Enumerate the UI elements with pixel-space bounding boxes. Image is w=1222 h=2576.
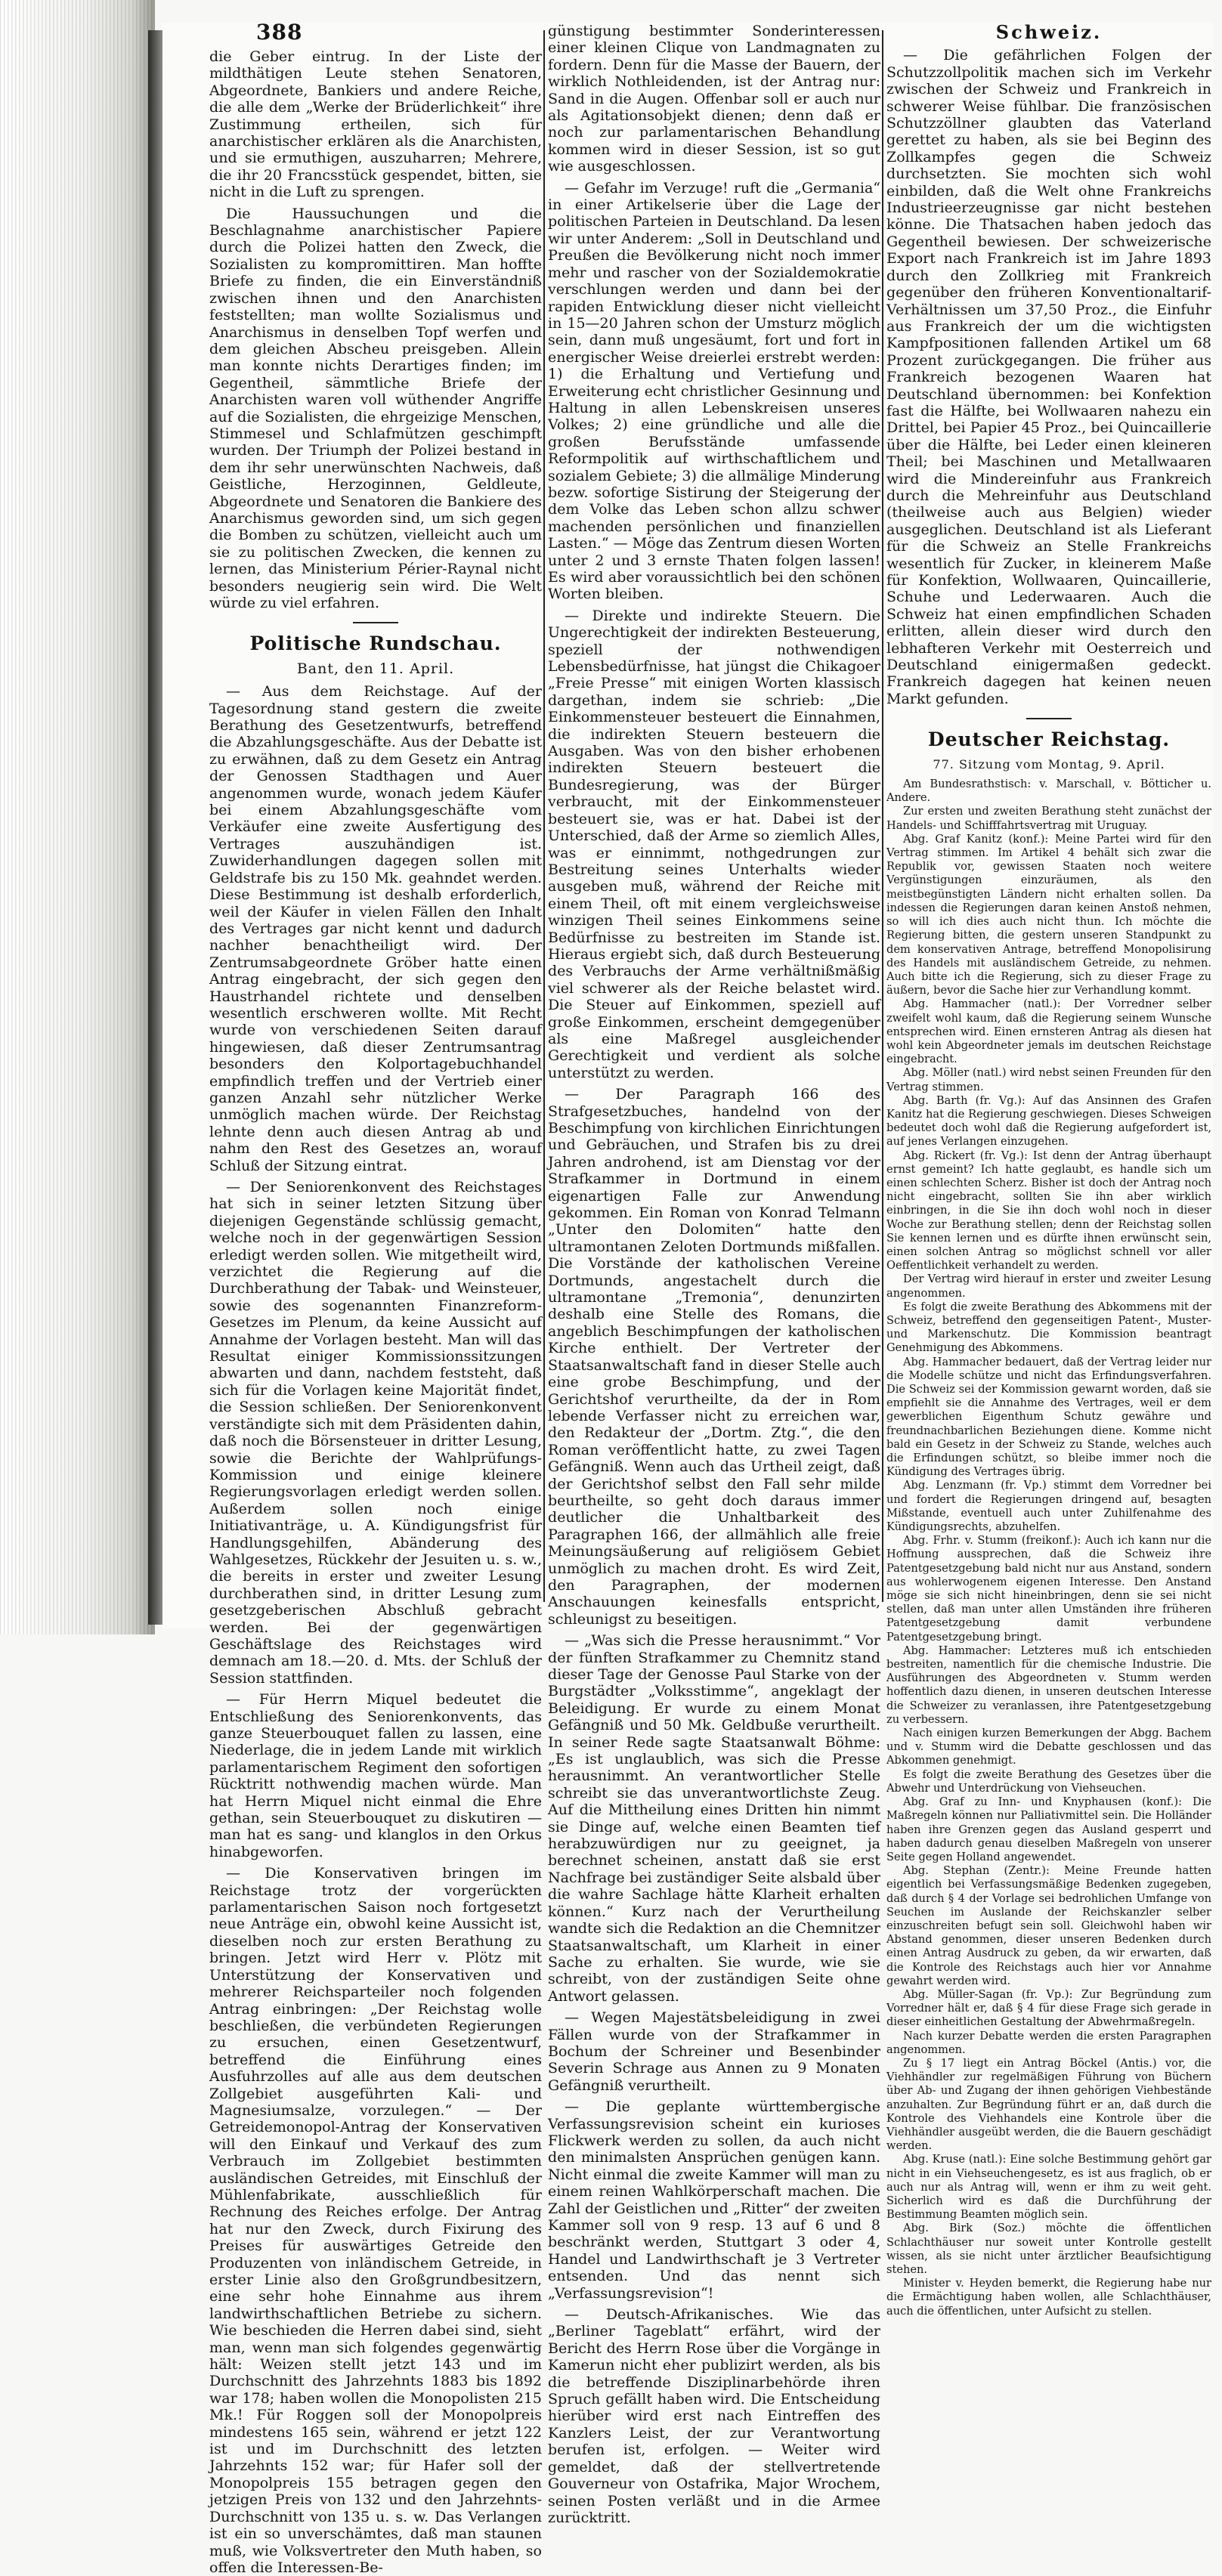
section-heading-schweiz: Schweiz. <box>995 21 1103 43</box>
book-page-edges <box>0 0 155 1634</box>
article-paragraph: — Für Herrn Miquel bedeutet die Entschließung des Seniorenkonvents, das ganze Steuerbouquet fallen zu lassen, eine Niederlage, die in jedem Lande mit wirklich parlamentarischem Regiment den sofortigen Rücktritt nothwendig machen würde. Man hat Herrn Miquel nicht einmal die Ehre gethan, sein Steuerbouquet zu diskutiren — man hat es sang- und klanglos in den Orkus hinabgeworfen. <box>209 1691 542 1860</box>
article-paragraph: — Gefahr im Verzuge! ruft die „Germania“ in einer Artikelserie über die Lage der politischen Parteien in Deutschland. Da lesen wir unter Anderem: „Soll in Deutschland und Preußen die Bevölkerung nicht noch immer mehr und rascher von der Sozialdemokratie verschlungen werden und dann bei der rapiden Entwicklung dieser nicht vielleicht in 15—20 Jahren schon der Umsturz möglich sein, dann muß ungesäumt, fort und fort in energischer Weise dreierlei erstrebt werden: 1) die Erhaltung und Vertiefung und Erweiterung echt christlicher Gesinnung und Haltung in allen Lebenskreisen unseres Volkes; 2) eine gründliche und alle die großen Berufsstände umfassende Reformpolitik auf wirthschaftlichem und sozialem Gebiete; 3) die allmälige Minderung bezw. sofortige Sistirung der Steigerung der dem Volke das Leben schon allzu schwer machenden persönlichen und finanziellen Lasten.“ — Möge das Zentrum diesen Worten unter 2 und 3 ernste Thaten folgen lassen! Es wird aber voraussichtlich bei den schönen Worten bleiben. <box>548 179 880 603</box>
article-paragraph: — Der Seniorenkonvent des Reichstages hat sich in seiner letzten Sitzung über diejenigen Gegenstände schlüssig gemacht, welche noch in der gegenwärtigen Session erledigt werden sollen. Wie mitgetheilt wird, verzichtet die Regierung auf die Durchberathung der Tabak- und Weinsteuer, sowie des sogenannten Finanzreform-Gesetzes im Plenum, da keine Aussicht auf Annahme der Vorlagen besteht. Man will das Resultat einiger Kommissionssitzungen abwarten und dann, nachdem feststeht, daß sich für die Vorlagen keine Majorität findet, die Session schließen. Der Seniorenkonvent verständigte sich mit dem Präsidenten dahin, daß noch die Börsensteuer in dritter Lesung, sowie die Berichte der Wahlprüfungs-Kommission und einige kleinere Regierungsvorlagen erledigt werden sollen. Außerdem sollen noch einige Initiativanträge, u. A. Kündigungsfrist für Handlungsgehilfen, Abänderung des Wahlgesetzes, Rückkehr der Jesuiten u. s. w., die bereits in erster und zweiter Lesung durchberathen sind, in dritter Lesung zum gesetzgeberischen Abschluß gebracht werden. Bei der gegenwärtigen Geschäftslage des Reichstages wird demnach am 18.—20. d. Mts. der Schluß der Session stattfinden. <box>209 1179 542 1687</box>
report-paragraph: Abg. Rickert (fr. Vg.): Ist denn der Antrag überhaupt ernst gemeint? Ich hatte geglaubt, es handle sich um einen schlechten Scherz. Bisher ist doch der Antrag noch nicht eingebracht, sollten Sie ihn aber wirklich einbringen, in die Sie ihn doch wohl noch in dieser Woche zur Berathung stellen; denn der Reichstag sollen Sie kennen lernen und es dürfte ihnen erwünscht sein, einen solchen Antrag so möglichst schnell vor aller Oeffentlichkeit verhandelt zu werden. <box>886 1149 1211 1273</box>
report-paragraph: Abg. Hammacher bedauert, daß der Vertrag leider nur die Modelle schütze und nicht das Erfindungsverfahren. Die Schweiz sei der Kommission gewarnt worden, daß sie empfiehlt sie die Annahme des Vertrages, weil er dem gewerblichen Eigenthum Schutz gewähre und freundnachbarlichen Beziehungen diene. Komme nicht bald ein Gesetz in der Schweiz zu Stande, welches auch die Erfindungen schützt, so bleibe immer noch die Kündigung des Vertrages übrig. <box>886 1355 1211 1479</box>
column-3 <box>886 21 1211 2318</box>
divider <box>1026 718 1072 719</box>
report-paragraph: Abg. Hammacher (natl.): Der Vorredner selber zweifelt wohl kaum, daß die Regierung seinem Wunsche entsprechen wird. Einen ernsteren Antrag als diesen hat wohl kein Abgeordneter jemals im deutschen Reichstage eingebracht. <box>886 997 1211 1066</box>
report-paragraph: Minister v. Heyden bemerkt, die Regierung habe nur die Ermächtigung haben wollen, alle Schlachthäuser, auch die öffentlichen, unter Aufsicht zu stellen. <box>886 2277 1211 2318</box>
dateline: Bant, den 11. April. <box>296 660 455 677</box>
reichstag-report <box>886 778 1211 2318</box>
column-rule <box>882 30 883 1602</box>
section-title-reichstag: Deutscher Reichstag. <box>927 728 1171 751</box>
article-paragraph: — Direkte und indirekte Steuern. Die Ungerechtigkeit der indirekten Besteuerung, speziell der nothwendigen Lebensbedürfnisse, hat jüngst die Chikagoer „Freie Presse“ mit einigen Worten klassisch dargethan, indem sie schrieb: „Die Einkommensteuer besteuert die Einnahmen, die indirekten Steuern besteuern die Ausgaben. Was von den bisher erhobenen indirekten Steuern besteuert die Bundesregierung, was der Bürger verbraucht, mit der Einkommensteuer besteuert sie, was er hat. Dabei ist der Unterschied, daß der Arme so ziemlich Alles, was er einnimmt, nothgedrungen zur Bestreitung seines Unterhalts wieder ausgeben muß, während der Reiche mit einem Theil, oft mit einem vergleichsweise winzigen Theil seines Einkommens seine Bedürfnisse zu bestreiten im Stande ist. Hieraus ergiebt sich, daß durch Besteuerung des Verbrauchs der Arme verhältnißmäßig viel schwerer als der Reiche belastet wird. Die Steuer auf Einkommen, speziell auf große Einkommen, erscheint demgegenüber als eine Maßregel ausgleichender Gerechtigkeit und verdient als solche unterstützt zu werden. <box>548 607 880 1081</box>
column-rule <box>543 30 545 1602</box>
article-paragraph: — Aus dem Reichstage. Auf der Tagesordnung stand gestern die zweite Berathung des Gesetzentwurfs, betreffend die Abzahlungsgeschäfte. Aus der Debatte ist zu erwähnen, daß zu dem Gesetz ein Antrag der Genossen Stadthagen und Auer angenommen wurde, wonach jedem Käufer bei einem Abzahlungsgeschäfte vom Verkäufer eine zweite Ausfertigung des Vertrages auszuhändigen ist. Zuwiderhandlungen dagegen sollen mit Geldstrafe bis zu 150 Mk. geahndet werden. Diese Bestimmung ist deshalb erforderlich, weil der Käufer in vielen Fällen den Inhalt des Vertrages gar nicht kennt und dadurch nachher benachtheiligt wird. Der Zentrumsabgeordnete Gröber hatte einen Antrag eingebracht, der sich gegen den Haustrhandel richtete und denselben wesentlich erschweren wollte. Mit Recht wurde von verschiedenen Seiten darauf hingewiesen, daß dieser Zentrumsantrag besonders den Kolportagebuchhandel empfindlich treffen und der Vertrieb einer ganzen Anzahl sehr nützlicher Werke unmöglich machen würde. Der Reichstag lehnte denn auch diesen Antrag ab und nahm den Rest des Gesetzes an, worauf Schluß der Sitzung eintrat. <box>209 683 542 1174</box>
article-paragraph: — „Was sich die Presse herausnimmt.“ Vor der fünften Strafkammer zu Chemnitz stand dieser Tage der Genosse Paul Starke von der Burgstädter „Volksstimme“, angeklagt der Beleidigung. Er wurde zu einem Monat Gefängniß und 50 Mk. Geldbuße verurtheilt. In seiner Rede sagte Staatsanwalt Böhme: „Es ist unglaublich, was sich die Presse herausnimmt. An verantwortlicher Stelle schreibt sie das unverantwortlichste Zeug. Auf die Mittheilung eines Dritten hin nimmt sie Dinge auf, welche einen Beamten tief herabzuwürdigen nur zu geeignet, ja berechnet scheinen, anstatt daß sie erst Nachfrage bei zuständiger Seite alsbald über die wahre Sachlage hätte Klarheit erhalten können.“ Kurz nach der Verurtheilung wandte sich die Redaktion an die Chemnitzer Staatsanwaltschaft, um Klarheit in einer Sache zu erhalten. Sie wurde, wie sie schreibt, von der zuständigen Seite ohne Antwort gelassen. <box>548 1632 880 2005</box>
divider <box>353 622 398 623</box>
report-paragraph: Abg. Birk (Soz.) möchte die öffentlichen Schlachthäuser nur soweit unter Kontrolle gestellt wissen, als sie nicht unter ärztlicher Beaufsichtigung stehen. <box>886 2222 1211 2276</box>
article-paragraph: — Deutsch-Afrikanisches. Wie das „Berliner Tageblatt“ erfährt, wird der Bericht des Herrn Rose über die Vorgänge in Kamerun nicht eher publizirt werden, als bis die betreffende Disziplinarbehörde ihren Spruch gefällt haben wird. Die Entscheidung hierüber wird erst nach Eintreffen des Kanzlers Leist, der zur Verantwortung berufen ist, erfolgen. — Weiter wird gemeldet, daß der stellvertretende Gouverneur von Ostafrika, Major Wrochem, seinen Posten verläßt und in die Armee zurücktritt. <box>548 2306 880 2526</box>
report-paragraph: Abg. Müller-Sagan (fr. Vp.): Zur Begründung zum Vorredner hält er, daß § 4 für diese Frage sich gerade in dieser einheitlichen Gestaltung der Abwehrmaßregeln. <box>886 1987 1211 2029</box>
article-paragraph: — Die Konservativen bringen im Reichstage trotz der vorgerückten parlamentarischen Saison noch fortgesetzt neue Anträge ein, obwohl keine Aussicht ist, dieselben noch zur ersten Berathung zu bringen. Jetzt wird Herr v. Plötz mit Unterstützung der Konservativen und mehrerer Reichsparteiler noch folgenden Antrag einbringen: „Der Reichstag wolle beschließen, die verbündeten Regierungen zu ersuchen, einen Gesetzentwurf, betreffend die Einführung eines Ausfuhrzolles auf alle aus dem deutschen Zollgebiet ausgeführten Kali- und Magnesiumsalze, vorzulegen.“ — Der Getreidemonopol-Antrag der Konservativen will den Einkauf und Verkauf des zum Verbrauch im Zollgebiet bestimmten ausländischen Getreides, mit Einschluß der Mühlenfabrikate, ausschließlich für Rechnung des Reiches erfolge. Der Antrag hat nur den Zweck, durch Fixirung des Preises für auswärtiges Getreide den Produzenten von inländischem Getreide, in erster Linie also den Großgrundbesitzern, eine sehr hohe Einnahme aus ihrem landwirthschaftlichen Betriebe zu sichern. Wie beschieden die Herren dabei sind, sieht man, wenn man sich folgendes gegenwärtig hält: Weizen stellt jetzt 143 und im Durchschnitt des Jahrzehnts 1883 bis 1892 war 178; haben wollen die Monopolisten 215 Mk.! Für Roggen soll der Monopolpreis mindestens 165 sein, während er jetzt 122 ist und im Durchschnitt des letzten Jahrzehnts 152 war; für Hafer soll der Monopolpreis 155 betragen gegen den jetzigen Preis von 132 und den Jahrzehnts-Durchschnitt von 135 u. s. w. Das Verlangen ist ein so unverschämtes, daß man staunen muß, wie Volksvertreter den Muth haben, so offen die Interessen-Be- <box>209 1865 542 2576</box>
report-paragraph: Zu § 17 liegt ein Antrag Böckel (Antis.) vor, die Viehhändler zur regelmäßigen Führung von Büchern über Ab- und Zugang der ihnen gehörigen Viehbestände anzuhalten. Zur Begründung führt er an, daß durch die Kontrole des Viehhandels eine Kontrole über die Viehhändler ausgeübt werden, die die Bauern geschädigt werden. <box>886 2056 1211 2153</box>
paragraph: Die Haussuchungen und die Beschlagnahme anarchistischer Papiere durch die Polizei hatten den Zweck, die Sozialisten zu kompromittiren. Man hoffte Briefe zu finden, die ein Einverständniß zwischen ihnen und den Anarchisten feststellten; man wollte Sozialismus und Anarchismus in denselben Topf werfen und dem gleichen Abscheu preisgeben. Allein man konnte nichts Derartiges finden; im Gegentheil, sämmtliche Briefe der Anarchisten waren voll wüthender Angriffe auf die Sozialisten, die ehrgeizige Menschen, Stimmesel und Schlafmützen geschimpft wurden. Der Triumph der Polizei bestand in dem ihr sehr unerwünschten Nachweis, daß Geistliche, Herzoginnen, Geldleute, Abgeordnete und Senatoren die Bankiere des Anarchismus geworden sind, um sich gegen die Bomben zu schützen, vielleicht auch um sie zu politischen Zwecken, die kennen zu lernen, das Ministerium Périer-Raynal nicht besonders neugierig sein wird. Die Welt würde zu viel erfahren. <box>209 205 542 611</box>
report-paragraph: Abg. Graf zu Inn- und Knyphausen (konf.): Die Maßregeln können nur Palliativmittel sein. Die Holländer haben ihre Grenzen gegen das Ausland gesperrt und haben dadurch genau dieselben Maßregeln von unserer Seite gegen Holland angewendet. <box>886 1795 1211 1863</box>
report-paragraph: Abg. Lenzmann (fr. Vp.) stimmt dem Vorredner bei und fordert die Regierungen dringend auf, besagten Mißstande, eventuell auch unter Zuhilfenahme des Kündigungsrechts, abzuhelfen. <box>886 1479 1211 1534</box>
report-paragraph: Abg. Hammacher: Letzteres muß ich entschieden bestreiten, namentlich für die chemische Industrie. Die Ausführungen des Abgeordneten v. Stumm werden hoffentlich dazu dienen, in unseren deutschen Interesse die Schweizer zu veranlassen, ihre Patentgesetzgebung zu verbessern. <box>886 1644 1211 1726</box>
article-paragraph: — Der Paragraph 166 des Strafgesetzbuches, handelnd von der Beschimpfung von kirchlichen Einrichtungen und Gebräuchen, und Strafen bis zu drei Jahren androhend, ist am Dienstag vor der Strafkammer in Dortmund in einem eigenartigen Falle zur Anwendung gekommen. Ein Roman von Konrad Telmann „Unter den Dolomiten“ hatte den ultramontanen Zeloten Dortmunds mißfallen. Die Vorstände der katholischen Vereine Dortmunds, angestachelt durch die ultramontane „Tremonia“, denunzirten deshalb eine Stelle des Romans, die angeblich Beschimpfungen der katholischen Kirche enthielt. Der Vertreter der Staatsanwaltschaft fand in dieser Stelle auch eine grobe Beschimpfung, und der Gerichtshof verurtheilte, da der in Rom lebende Verfasser nicht zu erreichen war, den Redakteur der „Dortm. Ztg.“, die den Roman veröffentlicht hatte, zu zwei Tagen Gefängniß. Wenn auch das Urtheil zeigt, daß der Gerichtshof selbst den Fall sehr milde beurtheilte, so geht doch daraus immer deutlicher die Unhaltbarkeit des Paragraphen 166, der allmählich alle freie Meinungsäußerung auf religiösem Gebiet unmöglich zu machen droht. Es wird Zeit, den Paragraphen, der modernen Anschauungen keinesfalls entspricht, schleunigst zu beseitigen. <box>548 1086 880 1628</box>
report-paragraph: Am Bundesrathstisch: v. Marschall, v. Bötticher u. Andere. <box>886 778 1211 805</box>
report-paragraph: Der Vertrag wird hierauf in erster und zweiter Lesung angenommen. <box>886 1273 1211 1300</box>
report-paragraph: Abg. Graf Kanitz (konf.): Meine Partei wird für den Vertrag stimmen. Im Artikel 4 behält sich zwar die Republik vor, gewissen Staaten noch weitere Vergünstigungen einzuräumen, als den meistbegünstigten Ländern nicht erhalten sollen. Da indessen die Regierungen daran keinen Anstoß nehmen, so will ich dies auch nicht thun. Ich möchte die Regierung bitten, die gestern unseren Standpunkt zu dem konservativen Antrage, betreffend Monopolisirung des Handels mit ausländischem Getreide, zu nehmen. Auch bitte ich die Regierung, sich zu dieser Frage zu äußern, bevor die Sache hier zur Verhandlung kommt. <box>886 832 1211 997</box>
newspaper-page <box>162 20 1213 2576</box>
column-1 <box>209 20 542 2576</box>
article-paragraph: günstigung bestimmter Sonderinteressen einer kleinen Clique von Landmagnaten zu fordern. Denn für die Masse der Bauern, der wirklich Nothleidenden, ist der Antrag nur: Sand in die Augen. Offenbar soll er auch nur als Agitationsobjekt dienen; denn daß er noch zur parlamentarischen Behandlung kommen wird in dieser Session, ist so gut wie ausgeschlossen. <box>548 23 880 175</box>
report-paragraph: Nach einigen kurzen Bemerkungen der Abgg. Bachem und v. Stumm wird die Debatte geschlossen und das Abkommen genehmigt. <box>886 1727 1211 1767</box>
report-paragraph: Abg. Stephan (Zentr.): Meine Freunde hatten eigentlich bei Verfassungsmäßige Bedenken zugegeben, daß durch § 4 der Vorlage sei bedrohlichen Umfange von Seuchen im Auslande der Reichskanzler selber einzuschreiten befugt sein soll. Gleichwohl haben wir Abstand genommen, dieser unseren Bedenken durch einen Antrag Ausdruck zu geben, da wir erwarten, daß die Kontrole des Reichstags auch hier vor Annahme gewahrt werden wird. <box>886 1864 1211 1987</box>
report-paragraph: Es folgt die zweite Berathung des Gesetzes über die Abwehr und Unterdrückung von Viehseuchen. <box>886 1767 1211 1795</box>
article-paragraph: — Die geplante württembergische Verfassungsrevision scheint ein kurioses Flickwerk werden zu sollen, da auch nicht den minimalsten Ansprüchen genügen kann. Nicht einmal die zweite Kammer will man zu einem reinen Wahlkörperschaft machen. Die Zahl der Geistlichen und „Ritter“ der zweiten Kammer soll von 9 resp. 13 auf 6 und 8 beschränkt werden, Stuttgart 3 oder 4, Handel und Landwirthschaft je 3 Vertreter entsenden. Und das nennt sich „Verfassungsrevision“! <box>548 2098 880 2302</box>
paragraph: die Geber eintrug. In der Liste der mildthätigen Leute stehen Senatoren, Abgeordnete, Bankiers und andere Reiche, die alle dem „Werke der Brüderlichkeit“ ihre Zustimmung ertheilen, sich für anarchistischer erklären als die Anarchisten, und sie ermuthigen, auszuharren; Mehrere, die ihr 20 Francsstück gespendet, bitten, sie nicht in die Luft zu sprengen. <box>209 48 542 201</box>
article-paragraph: — Die gefährlichen Folgen der Schutzzollpolitik machen sich im Verkehr zwischen der Schweiz und Frankreich in schwerer Weise fühlbar. Die französischen Schutzzöllner glaubten das Vaterland gerettet zu haben, als sie bei Beginn des Zollkampfes gegen die Schweiz durchsetzten. Sie mochten sich wohl einbilden, daß die Welt ohne Frankreichs Industrieerzeugnisse gar nicht bestehen könne. Die Thatsachen haben jedoch das Gegentheil bewiesen. Der schweizerische Export nach Frankreich ist im Jahre 1893 durch den Zollkrieg mit Frankreich gegenüber den früheren Konventionaltarif-Verhältnissen um 37,50 Proz., die Einfuhr aus Frankreich der um die wichtigsten Kampfpositionen fallenden Artikel um 68 Prozent zurückgegangen. Die früher aus Frankreich bezogenen Waaren hat Deutschland übernommen: bei Konfektion fast die Hälfte, bei Wollwaaren nahezu ein Drittel, bei Papier 45 Proz., bei Quincaillerie über die Hälfte, bei Leder einen kleineren Theil; bei Maschinen und Metallwaaren wird die Mindereinfuhr aus Frankreich durch die Mehreinfuhr aus Deutschland (theilweise auch aus Belgien) wieder ausgeglichen. Deutschland ist als Lieferant für die Schweiz an Stelle Frankreichs wesentlich für Zucker, in kleinerem Maße für Konfektion, Wollwaaren, Quincaillerie, Schuhe und Lederwaaren. Auch die Schweiz hat einen empfindlichen Schaden erlitten, allein dieser wird durch den lebhafteren Verkehr mit Oesterreich und Deutschland einigermaßen gedeckt. Frankreich dagegen hat keinen neuen Markt gefunden. <box>886 47 1211 707</box>
column-2 <box>548 23 880 2526</box>
report-paragraph: Abg. Kruse (natl.): Eine solche Bestimmung gehört gar nicht in ein Viehseuchengesetz, es ist aus fraglich, ob er auch nur als Antrag will, wenn er ihm zu weit geht. Sicherlich wird es daß die Durchführung der Bestimmung Beamten möglich sein. <box>886 2153 1211 2222</box>
column1-top <box>209 48 542 611</box>
article-paragraph: — Wegen Majestätsbeleidigung in zwei Fällen wurde von der Strafkammer in Bochum der Schreiner und Besenbinder Severin Schrage aus Annen zu 9 Monaten Gefängniß verurtheilt. <box>548 2009 880 2094</box>
report-paragraph: Es folgt die zweite Berathung des Abkommens mit der Schweiz, betreffend den gegenseitigen Patent-, Muster- und Markenschutz. Die Kommission beantragt Genehmigung des Abkommens. <box>886 1300 1211 1355</box>
page-number: 388 <box>256 20 303 45</box>
report-paragraph: Nach kurzer Debatte werden die ersten Paragraphen angenommen. <box>886 2029 1211 2056</box>
section-title: Politische Rundschau. <box>249 632 502 655</box>
report-paragraph: Abg. Frhr. v. Stumm (freikonf.): Auch ich kann nur die Hoffnung aussprechen, daß die Schweiz ihre Patentgesetzgebung bald nicht nur aus Anstand, sondern aus wohlerwogenem eigenen Interesse. Den Anstand möge sie sich nicht hineinbringen, denn sie sei nicht stellen, daß man unter allen Umständen ihre früheren Patentgesetzgebung damit verbundene Patentgesetzgebung bringt. <box>886 1534 1211 1644</box>
report-paragraph: Abg. Möller (natl.) wird nebst seinen Freunden für den Vertrag stimmen. <box>886 1066 1211 1093</box>
sitting-line: 77. Sitzung vom Montag, 9. April. <box>933 756 1165 772</box>
report-paragraph: Abg. Barth (fr. Vg.): Auf das Ansinnen des Grafen Kanitz hat die Regierung geschwiegen. Dieses Schweigen bedeutet doch wohl daß die Regierung aufgefordert ist, auf jenes Verlangen einzugehen. <box>886 1093 1211 1149</box>
report-paragraph: Zur ersten und zweiten Berathung steht zunächst der Handels- und Schifffahrtsvertrag mit Uruguay. <box>886 805 1211 832</box>
